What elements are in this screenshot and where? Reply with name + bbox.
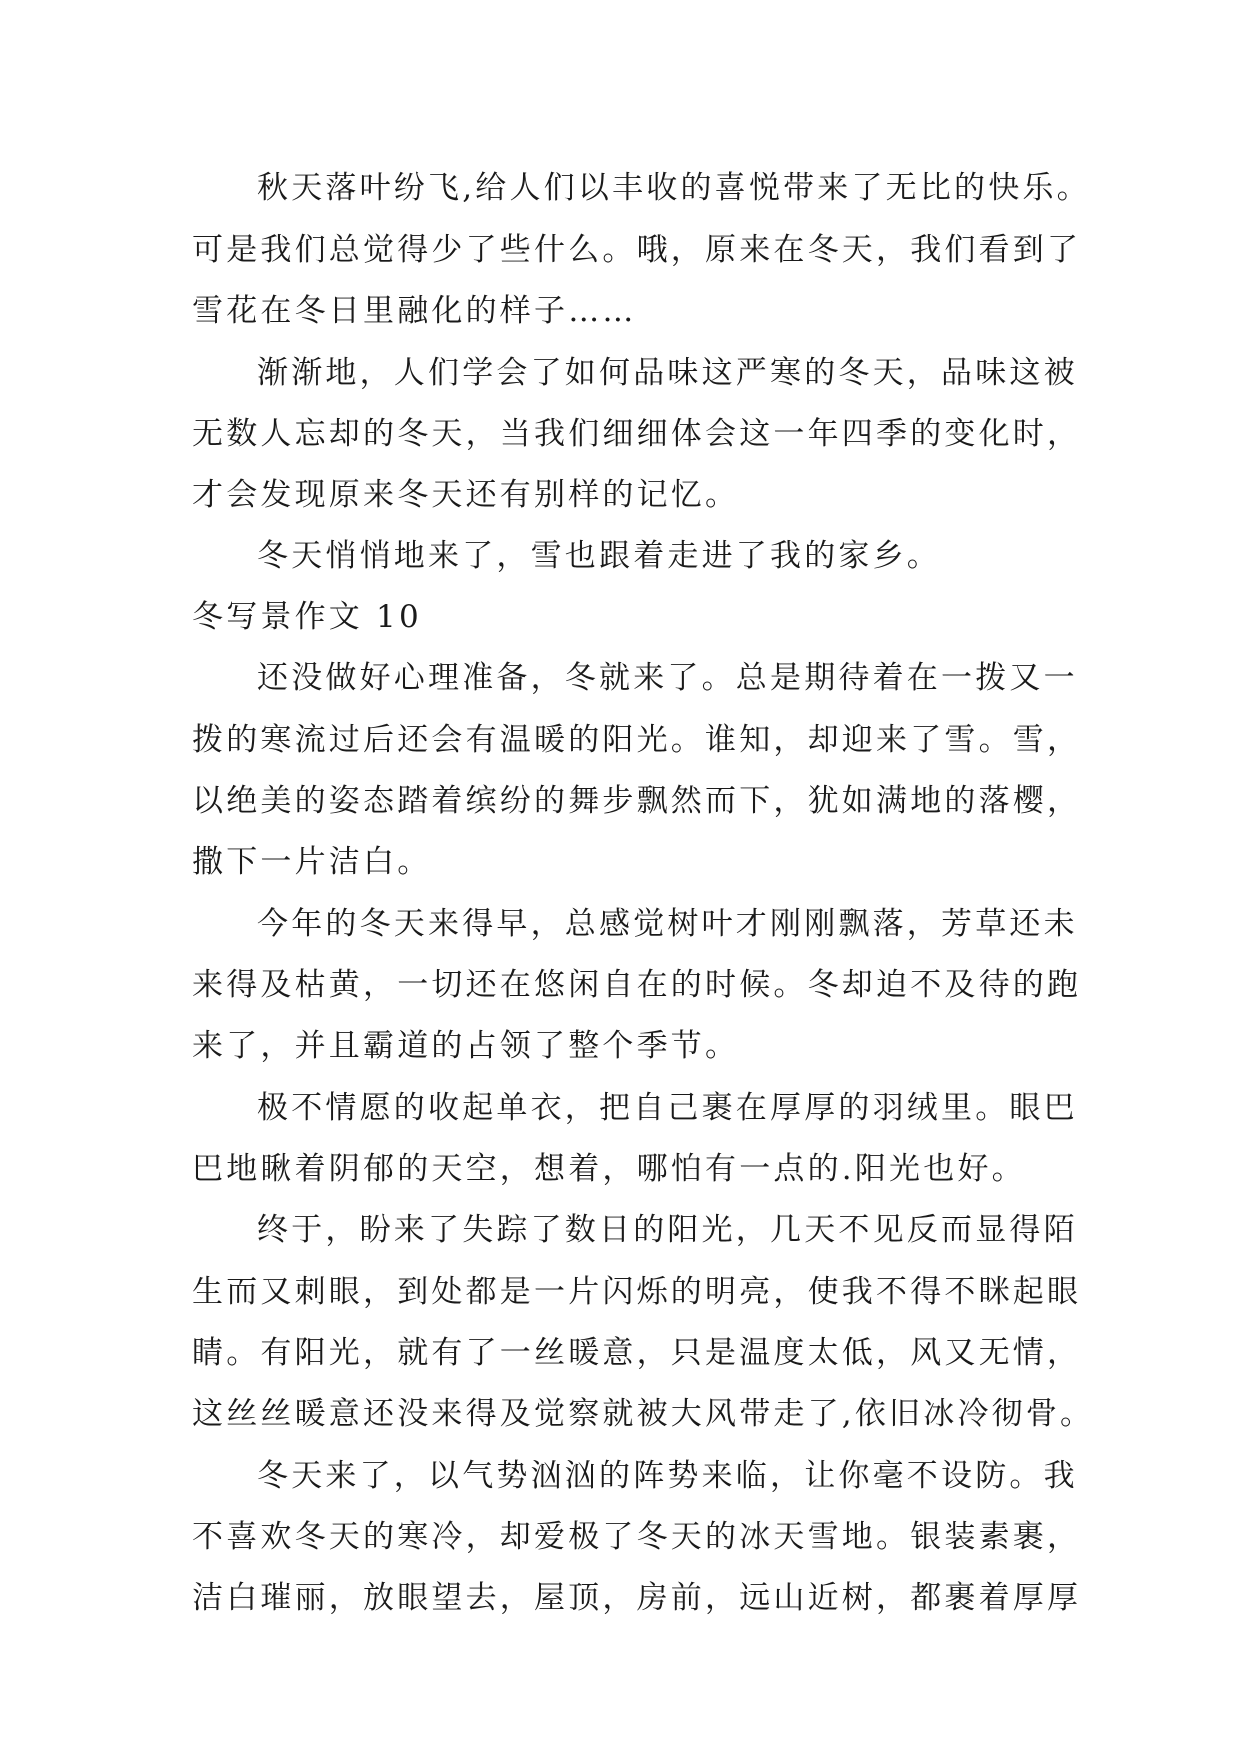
text-line: 雪花在冬日里融化的样子…… [192,293,637,329]
text-line: 极不情愿的收起单衣，把自己裹在厚厚的羽绒里。眼巴 [257,1090,1078,1126]
text-line: 睛。有阳光，就有了一丝暖意，只是温度太低，风又无情， [192,1335,1082,1371]
text-line: 渐渐地，人们学会了如何品味这严寒的冬天，品味这被 [257,355,1078,391]
text-line: 以绝美的姿态踏着缤纷的舞步飘然而下，犹如满地的落樱， [192,783,1082,819]
text-line: 秋天落叶纷飞,给人们以丰收的喜悦带来了无比的快乐。 [257,170,1091,206]
text-line: 来了，并且霸道的占领了整个季节。 [192,1028,740,1064]
text-line: 还没做好心理准备，冬就来了。总是期待着在一拨又一 [257,660,1078,696]
text-line: 冬天来了，以气势汹汹的阵势来临，让你毫不设防。我 [257,1458,1078,1494]
text-line: 冬天悄悄地来了，雪也跟着走进了我的家乡。 [257,538,941,574]
text-line: 生而又刺眼，到处都是一片闪烁的明亮，使我不得不眯起眼 [192,1274,1082,1310]
text-line: 无数人忘却的冬天，当我们细细体会这一年四季的变化时， [192,416,1082,452]
text-line: 不喜欢冬天的寒冷，却爱极了冬天的冰天雪地。银装素裹， [192,1519,1082,1555]
text-line: 洁白璀丽，放眼望去，屋顶，房前，远山近树，都裹着厚厚 [192,1580,1082,1616]
text-line: 拨的寒流过后还会有温暖的阳光。谁知，却迎来了雪。雪， [192,722,1082,758]
text-line: 才会发现原来冬天还有别样的记忆。 [192,477,740,513]
text-line: 这丝丝暖意还没来得及觉察就被大风带走了,依旧冰冷彻骨。 [192,1396,1095,1432]
text-line: 可是我们总觉得少了些什么。哦，原来在冬天，我们看到了 [192,232,1082,268]
text-line: 巴地瞅着阴郁的天空，想着，哪怕有一点的.阳光也好。 [192,1151,1026,1187]
text-line: 撒下一片洁白。 [192,844,432,880]
text-line: 来得及枯黄，一切还在悠闲自在的时候。冬却迫不及待的跑 [192,967,1082,1003]
text-line: 终于，盼来了失踪了数日的阳光，几天不见反而显得陌 [257,1212,1078,1248]
text-line: 今年的冬天来得早，总感觉树叶才刚刚飘落，芳草还未 [257,906,1078,942]
section-heading: 冬写景作文 10 [192,599,422,635]
